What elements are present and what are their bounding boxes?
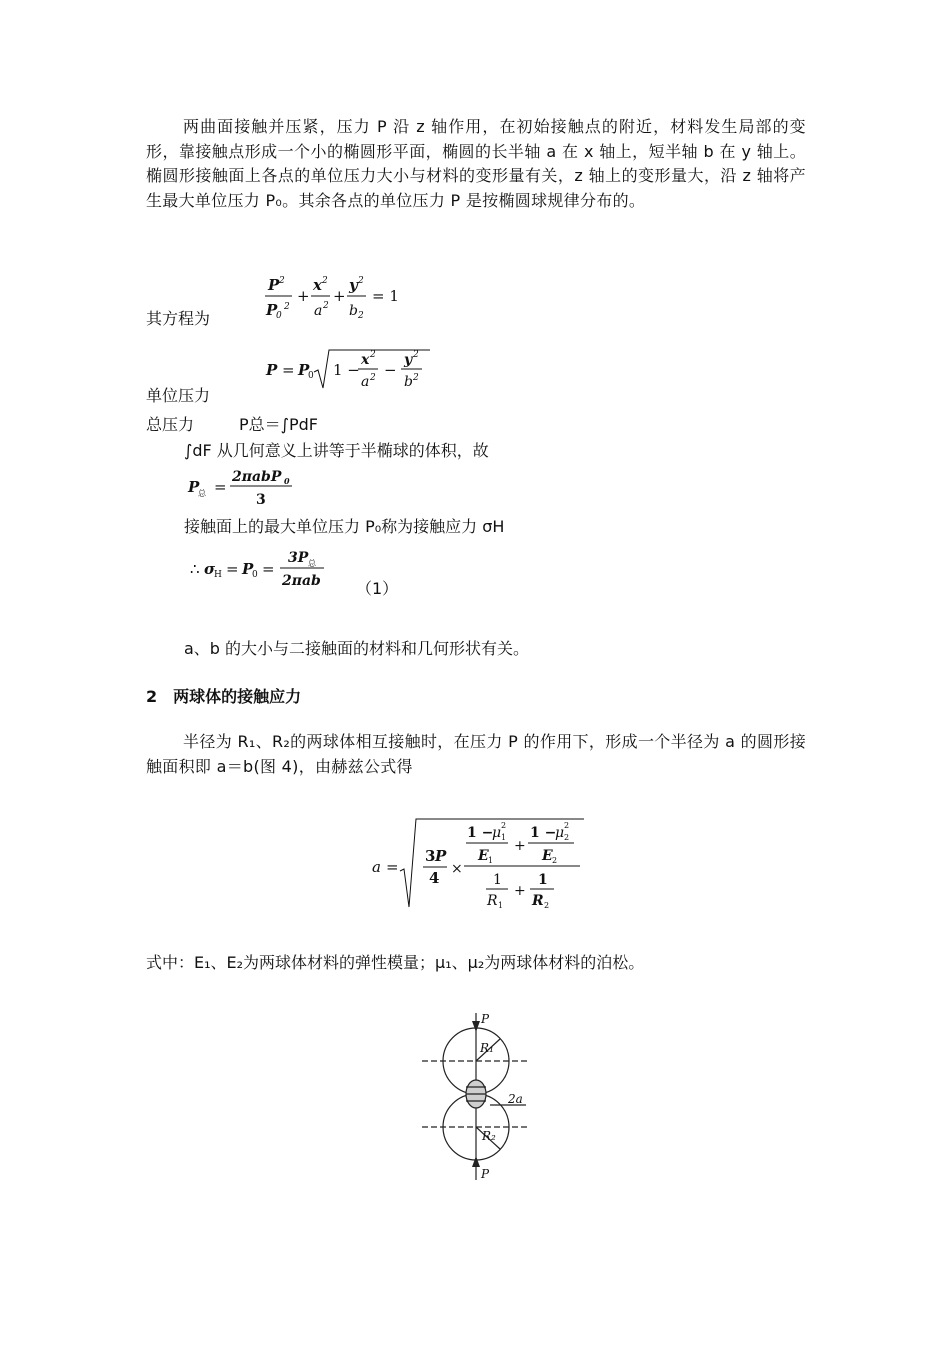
where-note: 式中：E₁、E₂为两球体材料的弹性模量；μ₁、μ₂为两球体材料的泊松。 [146, 953, 645, 972]
svg-text:P: P [298, 361, 310, 379]
total-pressure-label: 总压力 [146, 415, 195, 434]
svg-text:2: 2 [413, 373, 419, 383]
svg-text:P: P [242, 560, 254, 578]
svg-text:2: 2 [544, 901, 550, 910]
svg-text:H: H [214, 570, 222, 580]
two-spheres-figure [418, 1005, 538, 1185]
svg-text:3: 3 [425, 847, 436, 865]
svg-text:1 −: 1 − [467, 825, 494, 841]
svg-text:μ: μ [555, 825, 565, 841]
svg-text:总: 总 [198, 489, 206, 498]
svg-text:0: 0 [276, 311, 282, 321]
svg-text:1: 1 [493, 872, 502, 888]
svg-text:2: 2 [564, 821, 570, 830]
svg-text:+: + [514, 883, 526, 899]
svg-text:2: 2 [323, 301, 329, 311]
svg-text:1 −: 1 − [333, 361, 360, 379]
svg-text:2: 2 [552, 856, 558, 865]
svg-text:P: P [188, 478, 200, 496]
svg-text:E: E [478, 848, 489, 864]
svg-text:0: 0 [308, 371, 314, 381]
svg-text:1: 1 [538, 872, 548, 888]
svg-text:1: 1 [498, 901, 504, 910]
svg-text:b: b [404, 374, 413, 390]
svg-text:=: = [282, 361, 295, 379]
svg-text:2: 2 [564, 833, 570, 842]
figure-p-bottom: P [481, 1167, 490, 1181]
svg-text:P: P [268, 276, 280, 294]
svg-text:2: 2 [370, 373, 376, 383]
svg-text:2: 2 [370, 350, 376, 360]
svg-text:1 −: 1 − [530, 825, 557, 841]
svg-text:a: a [314, 303, 323, 319]
equation-number: （1） [356, 579, 399, 598]
svg-text:P: P [435, 847, 447, 865]
svg-text:+: + [514, 838, 526, 854]
svg-text:∴: ∴ [190, 560, 200, 578]
svg-text:y: y [404, 352, 413, 368]
figure-r2-label: R₂ [482, 1129, 496, 1143]
svg-text:3P: 3P [288, 550, 309, 566]
svg-text:−: − [384, 361, 397, 379]
svg-text:2: 2 [501, 821, 507, 830]
svg-text:y: y [349, 276, 358, 294]
svg-text:=: = [262, 560, 275, 578]
ellipsoid-equation [262, 272, 422, 324]
svg-text:b: b [349, 303, 358, 319]
svg-text:P: P [266, 361, 278, 379]
svg-text:0: 0 [252, 570, 258, 580]
svg-text:x: x [313, 276, 322, 294]
hertz-paragraph: 半径为 R₁、R₂的两球体相互接触时，在压力 P 的作用下，形成一个半径为 a 的圆形接触面积即 a＝b(图 4)，由赫兹公式得 [146, 732, 806, 776]
svg-text:=: = [226, 560, 239, 578]
svg-text:σ: σ [204, 560, 216, 578]
svg-text:=: = [386, 858, 399, 876]
section-heading: 2 两球体的接触应力 [146, 687, 302, 706]
unit-pressure-label: 单位压力 [146, 386, 211, 405]
svg-text:3: 3 [256, 492, 266, 508]
intro-paragraph: 两曲面接触并压紧，压力 P 沿 z 轴作用，在初始接触点的附近，材料发生局部的变形，靠接触点形成一个小的椭圆形平面，椭圆的长半轴 a 在 x 轴上，短半轴 b 在 y 轴上。椭圆形接触面上各点的单位压力大小与材料的变形量有关，z 轴上的变形量大，沿 z 轴将产生最大单位压力 P₀。其余各点的单位压力 P 是按椭圆球规律分布的。 [146, 117, 806, 210]
svg-text:2: 2 [284, 302, 290, 312]
svg-text:×: × [451, 861, 463, 877]
svg-text:2πabP: 2πabP [232, 469, 282, 485]
svg-text:μ: μ [492, 825, 502, 841]
contact-stress-note: 接触面上的最大单位压力 P₀称为接触应力 σH [184, 517, 505, 536]
figure-r1-label: R₁ [480, 1041, 494, 1055]
contact-stress-formula [190, 545, 340, 591]
svg-text:1: 1 [501, 833, 507, 842]
figure-2a-label: 2a [508, 1092, 523, 1106]
svg-text:a: a [372, 858, 381, 876]
svg-text:x: x [361, 352, 370, 368]
integral-note: ∫dF 从几何意义上讲等于半椭球的体积，故 [184, 441, 489, 460]
hertz-formula [368, 815, 588, 911]
svg-text:2: 2 [358, 311, 364, 321]
svg-text:E: E [542, 848, 553, 864]
equation-label: 其方程为 [146, 309, 211, 328]
svg-text:2: 2 [322, 276, 328, 286]
svg-text:=: = [214, 478, 227, 496]
svg-text:2: 2 [358, 276, 364, 286]
svg-text:总: 总 [308, 559, 316, 568]
svg-text:a: a [361, 374, 370, 390]
svg-text:P: P [266, 301, 278, 319]
unit-pressure-formula [262, 344, 442, 394]
svg-text:2: 2 [413, 350, 419, 360]
svg-text:0: 0 [284, 476, 290, 486]
svg-text:1: 1 [488, 856, 494, 865]
svg-text:2πab: 2πab [282, 573, 321, 589]
svg-text:2: 2 [279, 276, 285, 286]
svg-text:= 1: = 1 [372, 287, 399, 305]
svg-text:+: + [333, 287, 346, 305]
svg-text:+: + [297, 287, 310, 305]
svg-text:R: R [487, 893, 498, 909]
total-pressure-formula [186, 466, 306, 510]
figure-p-top: P [481, 1012, 490, 1026]
svg-text:R: R [532, 893, 544, 909]
ab-note: a、b 的大小与二接触面的材料和几何形状有关。 [184, 639, 530, 658]
total-pressure-expression: P总＝∫PdF [239, 415, 318, 434]
svg-text:4: 4 [429, 869, 440, 887]
